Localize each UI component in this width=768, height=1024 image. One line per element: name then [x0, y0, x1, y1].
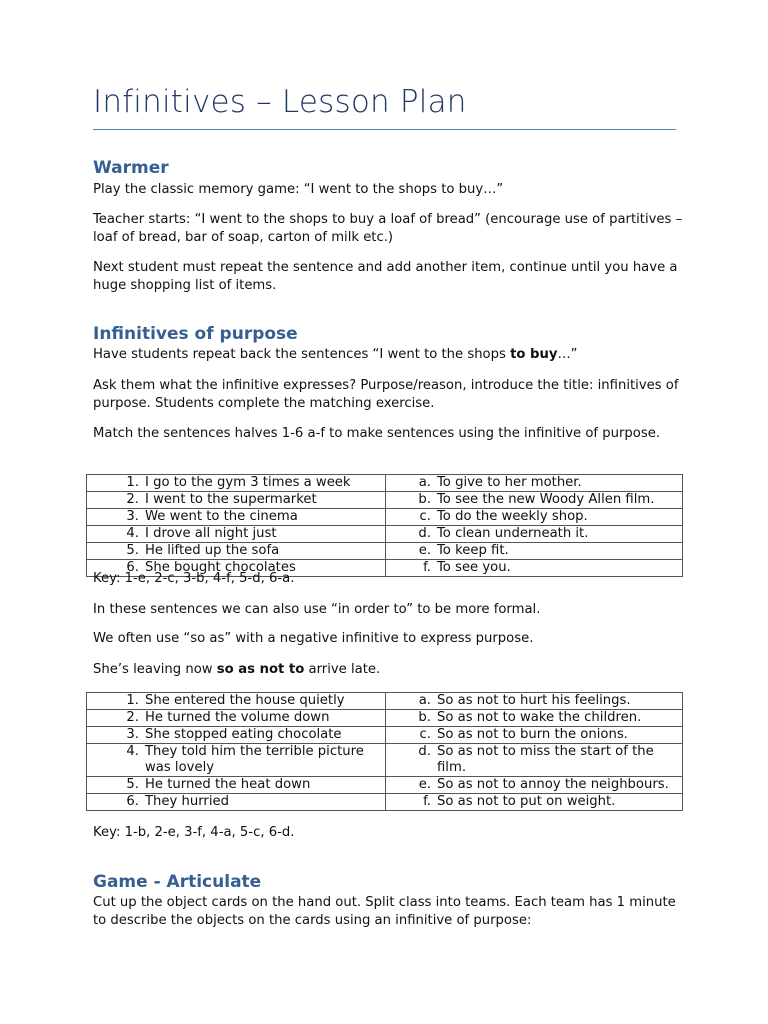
table-row — [87, 744, 683, 777]
purpose-paragraph-3: Match the sentences halves 1-6 a-f to make sentences using the infinitive of purpose. — [93, 426, 661, 441]
sentence-end-cell — [386, 794, 683, 811]
table-row — [87, 693, 683, 710]
item-letter: b. — [418, 710, 431, 725]
page-title: Infinitives – Lesson Plan — [93, 84, 467, 120]
sentence-start-cell — [87, 509, 386, 526]
item-number: 1. — [126, 693, 139, 708]
item-text: He lifted up the sofa — [145, 543, 280, 558]
item-text: To see you. — [437, 560, 511, 575]
item-text: They told him the terrible picture was lovely — [145, 744, 364, 775]
item-number: 6. — [126, 560, 139, 575]
warmer-paragraph-2: Teacher starts: “I went to the shops to buy a loaf of bread” (encourage use of partitives – loaf of bread, bar of soap, carton of milk etc.) — [93, 212, 683, 245]
sentence-end-cell — [386, 777, 683, 794]
item-text: To clean underneath it. — [437, 526, 589, 541]
item-number: 4. — [126, 526, 139, 541]
sentence-end-cell — [386, 744, 683, 777]
game-heading: Game - Articulate — [93, 872, 262, 892]
answer-key-1: Key: 1-e, 2-c, 3-b, 4-f, 5-d, 6-a. — [93, 571, 295, 586]
sentence-end-cell — [386, 509, 683, 526]
table-row — [87, 509, 683, 526]
item-letter: f. — [423, 794, 431, 809]
item-letter: e. — [418, 777, 431, 792]
item-text: I go to the gym 3 times a week — [145, 475, 351, 490]
warmer-heading: Warmer — [93, 158, 169, 178]
item-text: They hurried — [145, 794, 229, 809]
item-text: I drove all night just — [145, 526, 277, 541]
warmer-paragraph-3: Next student must repeat the sentence and add another item, continue until you have a huge shopping list of items. — [93, 260, 678, 293]
item-text: So as not to hurt his feelings. — [437, 693, 631, 708]
item-text: He turned the volume down — [145, 710, 330, 725]
table-row — [87, 794, 683, 811]
item-number: 4. — [126, 744, 139, 759]
item-number: 3. — [126, 727, 139, 742]
purpose-heading: Infinitives of purpose — [93, 324, 298, 344]
item-text: So as not to put on weight. — [437, 794, 616, 809]
table-row — [87, 526, 683, 543]
sentence-start-cell — [87, 492, 386, 509]
item-text: She stopped eating chocolate — [145, 727, 342, 742]
table-row — [87, 727, 683, 744]
sentence-start-cell — [87, 777, 386, 794]
item-letter: d. — [418, 526, 431, 541]
game-paragraph-1: Cut up the object cards on the hand out. Split class into teams. Each team has 1 minute to describe the objects on the cards using an infinitive of purpose: — [93, 895, 676, 928]
item-letter: a. — [418, 475, 431, 490]
sentence-end-cell — [386, 526, 683, 543]
item-text: So as not to burn the onions. — [437, 727, 628, 742]
item-letter: b. — [418, 492, 431, 507]
item-text: She entered the house quietly — [145, 693, 345, 708]
purpose-paragraph-2: Ask them what the infinitive expresses? Purpose/reason, introduce the title: infinitives of purpose. Students complete the matching exercise. — [93, 378, 679, 411]
item-letter: a. — [418, 693, 431, 708]
item-text: To give to her mother. — [437, 475, 582, 490]
item-number: 6. — [126, 794, 139, 809]
sentence-end-cell — [386, 727, 683, 744]
sentence-start-cell — [87, 727, 386, 744]
sentence-end-cell — [386, 543, 683, 560]
purpose-paragraph-5: We often use “so as” with a negative infinitive to express purpose. — [93, 631, 534, 646]
item-number: 2. — [126, 492, 139, 507]
answer-key-2: Key: 1-b, 2-e, 3-f, 4-a, 5-c, 6-d. — [93, 825, 295, 840]
item-text: We went to the cinema — [145, 509, 298, 524]
sentence-start-cell — [87, 543, 386, 560]
item-text: She bought chocolates — [145, 560, 296, 575]
matching-table-2 — [86, 692, 683, 811]
item-text: To do the weekly shop. — [437, 509, 588, 524]
sentence-start-cell — [87, 693, 386, 710]
item-number: 5. — [126, 543, 139, 558]
item-letter: f. — [423, 560, 431, 575]
sentence-start-cell — [87, 475, 386, 492]
purpose-paragraph-1: Have students repeat back the sentences “I went to the shops to buy…” — [93, 347, 578, 362]
item-letter: c. — [419, 727, 431, 742]
sentence-end-cell — [386, 492, 683, 509]
item-text: So as not to wake the children. — [437, 710, 642, 725]
item-text: He turned the heat down — [145, 777, 311, 792]
matching-table-1 — [86, 474, 683, 577]
sentence-end-cell — [386, 560, 683, 577]
table-row — [87, 710, 683, 727]
sentence-start-cell — [87, 744, 386, 777]
table-row — [87, 492, 683, 509]
item-number: 3. — [126, 509, 139, 524]
item-letter: e. — [418, 543, 431, 558]
item-text: To see the new Woody Allen film. — [437, 492, 655, 507]
sentence-start-cell — [87, 710, 386, 727]
item-text: I went to the supermarket — [145, 492, 317, 507]
sentence-end-cell — [386, 693, 683, 710]
table-row — [87, 777, 683, 794]
sentence-start-cell — [87, 526, 386, 543]
purpose-paragraph-6: She’s leaving now so as not to arrive late. — [93, 662, 381, 677]
sentence-start-cell — [87, 794, 386, 811]
item-text: So as not to annoy the neighbours. — [437, 777, 669, 792]
item-number: 1. — [126, 475, 139, 490]
warmer-paragraph-1: Play the classic memory game: “I went to the shops to buy…” — [93, 182, 504, 197]
item-text: So as not to miss the start of the film. — [437, 744, 654, 775]
item-letter: d. — [418, 744, 431, 759]
table-row — [87, 475, 683, 492]
item-letter: c. — [419, 509, 431, 524]
table-row — [87, 543, 683, 560]
item-number: 5. — [126, 777, 139, 792]
title-underline — [93, 129, 676, 130]
sentence-end-cell — [386, 475, 683, 492]
sentence-end-cell — [386, 710, 683, 727]
item-number: 2. — [126, 710, 139, 725]
item-text: To keep fit. — [437, 543, 509, 558]
purpose-paragraph-4: In these sentences we can also use “in order to” to be more formal. — [93, 602, 541, 617]
